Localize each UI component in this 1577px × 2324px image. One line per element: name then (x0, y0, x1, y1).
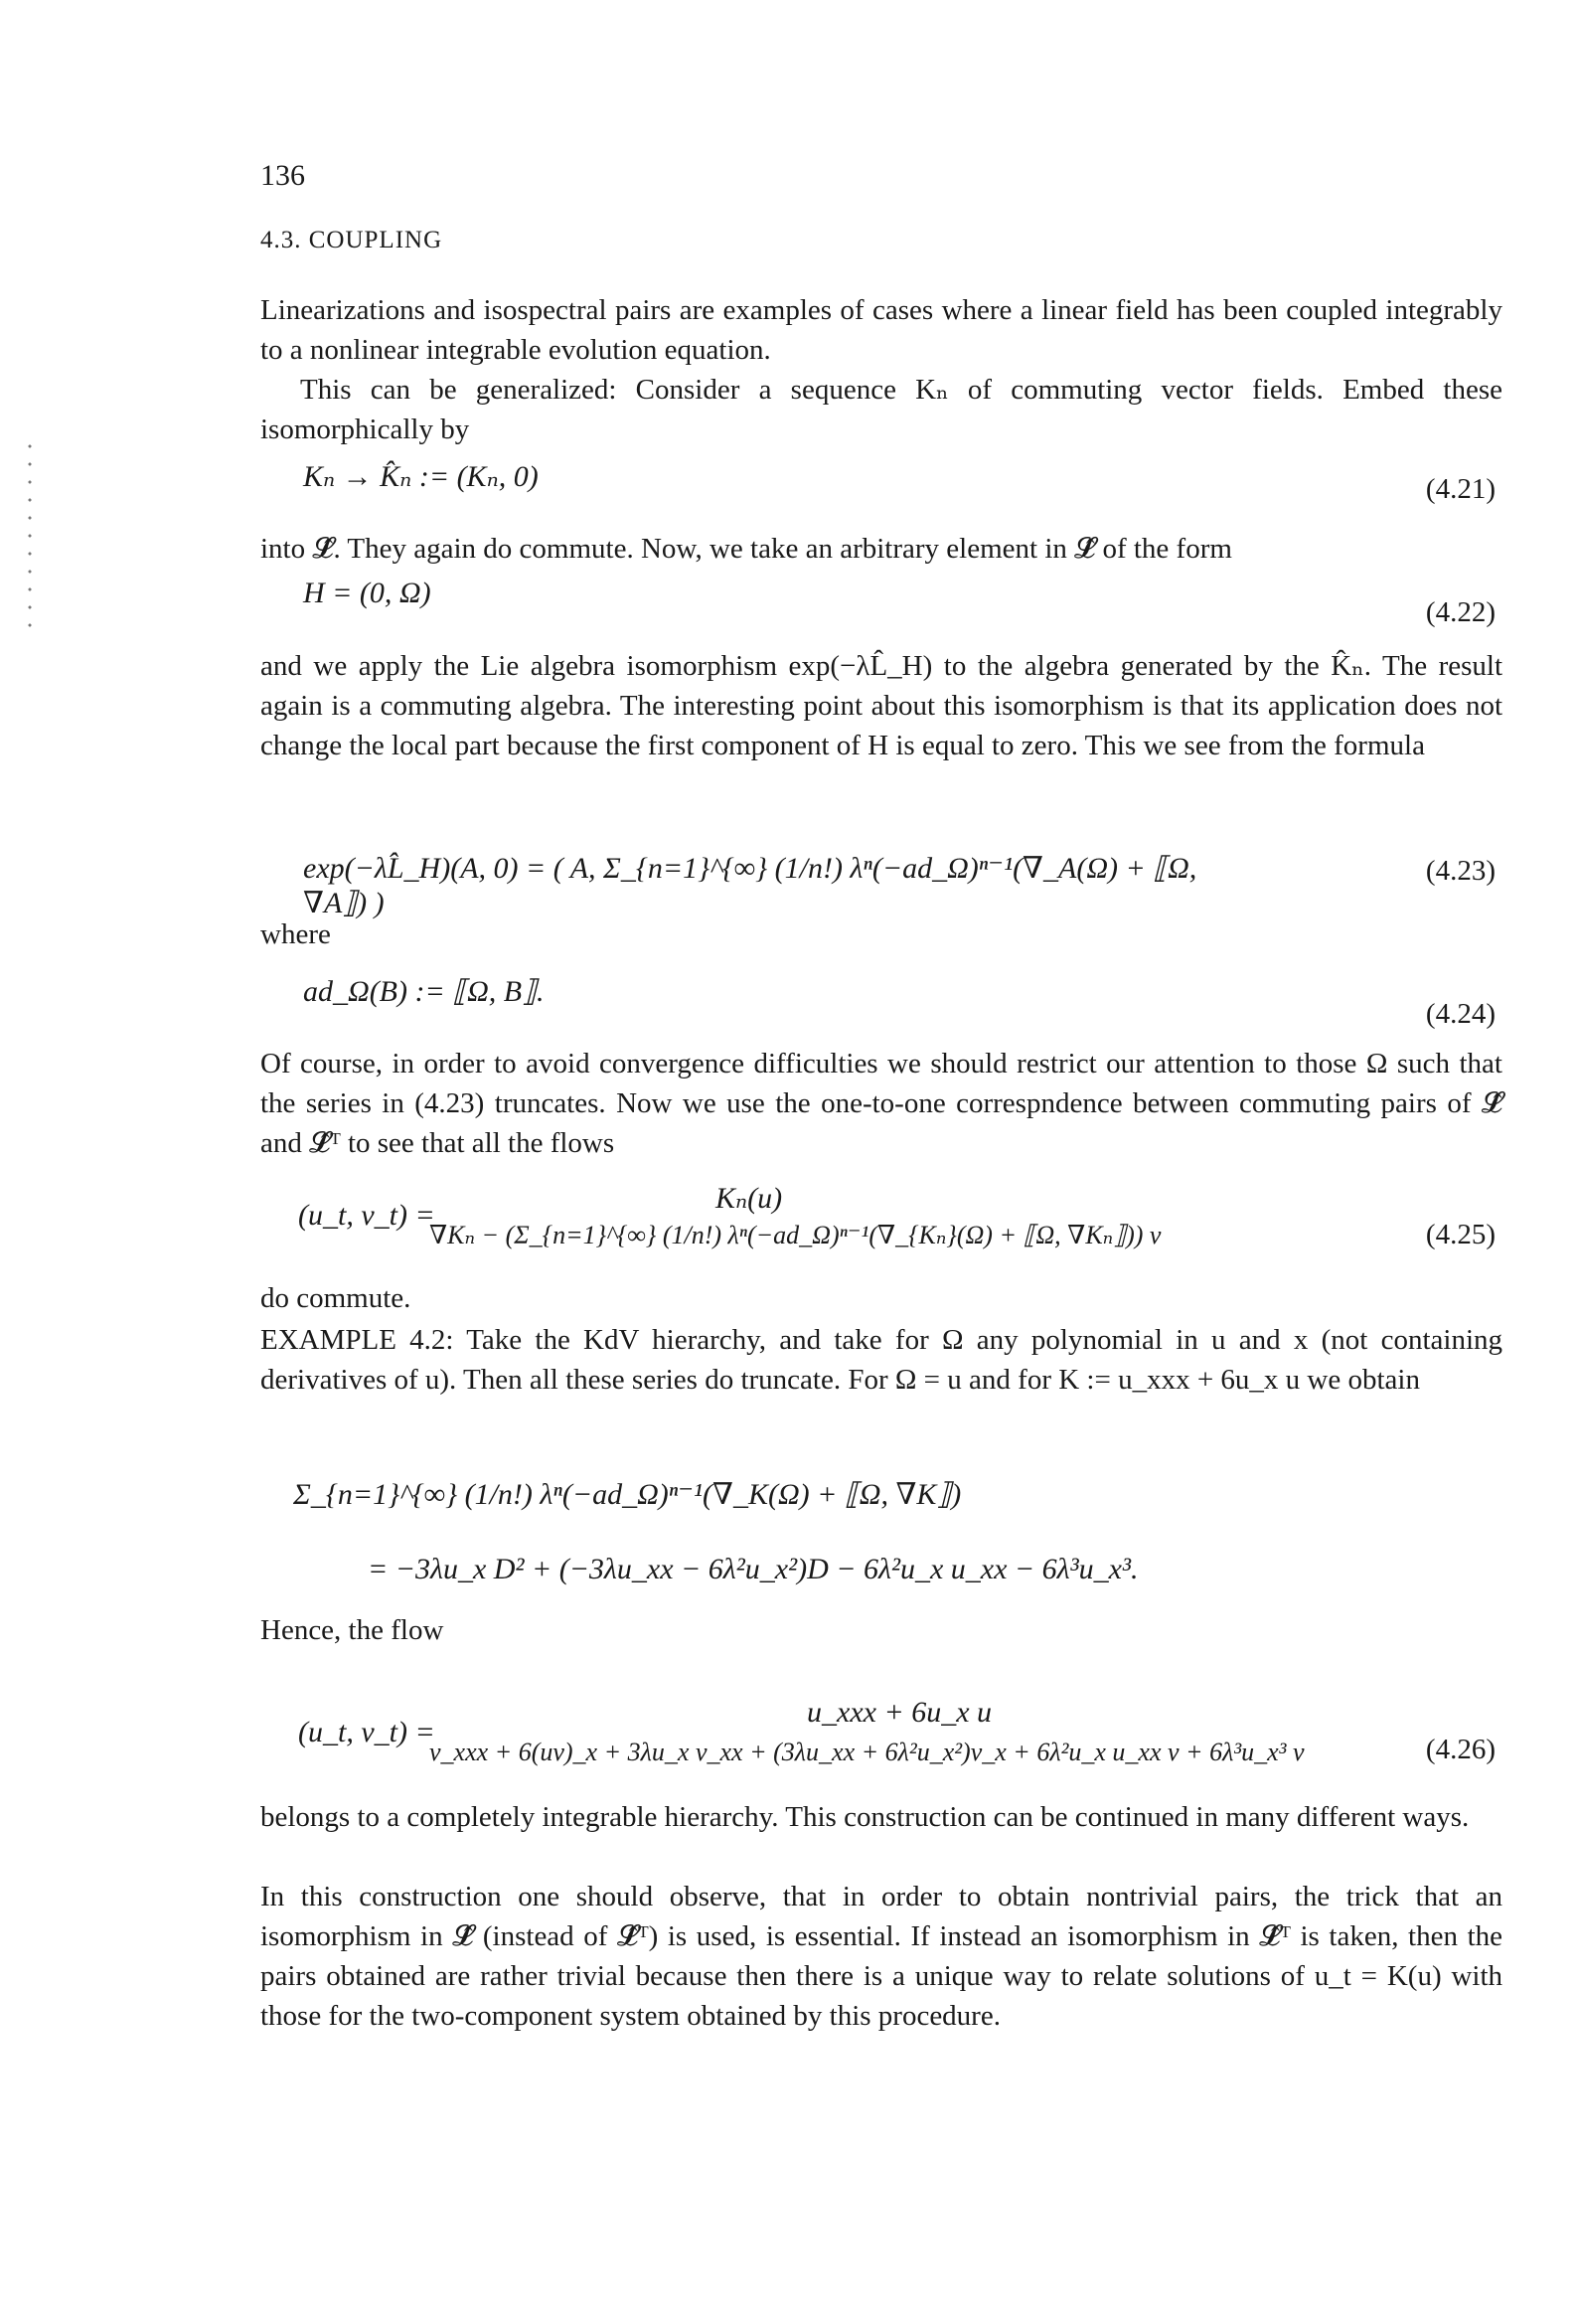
equation-number-4-25: (4.25) (1425, 1219, 1496, 1250)
equation-4-26-bottom: v_xxx + 6(uv)_x + 3λu_x v_xx + (3λu_xx + 6λ²u_x²)v_x + 6λ²u_x u_xx v + 6λ³u_x³ v (429, 1738, 1305, 1766)
equation-4-25-lhs: (u_t, v_t) = (298, 1199, 435, 1232)
equation-4-22: H = (0, Ω) (303, 577, 431, 609)
equation-number-4-26: (4.26) (1425, 1734, 1496, 1765)
equation-4-26-lhs: (u_t, v_t) = (298, 1716, 435, 1748)
equation-number-4-21: (4.21) (1425, 473, 1496, 505)
equation-4-24: ad_Ω(B) := ⟦Ω, B⟧. (303, 975, 545, 1008)
paragraph-6: do commute. (260, 1282, 411, 1314)
paragraph-4: and we apply the Lie algebra isomorphism exp(−λL̂_H) to the algebra generated by the K̂ₙ. The result again is a commuting algebra. The interesting point about this isomorphism is that its application does not change the local part because the first component of H is equal to zero. This we see from the formula (260, 650, 1502, 761)
equation-number-4-24: (4.24) (1425, 998, 1496, 1030)
where-label: where (260, 918, 331, 950)
paragraph-2: This can be generalized: Consider a sequence Kₙ of commuting vector fields. Embed these isomorphically by (260, 374, 1502, 445)
hence-label: Hence, the flow (260, 1614, 444, 1646)
equation-sum-result: = −3λu_x D² + (−3λu_xx − 6λ²u_x²)D − 6λ²u_x u_xx − 6λ³u_x³. (368, 1553, 1139, 1585)
paragraph-8: belongs to a completely integrable hierarchy. This construction can be continued in many different ways. (260, 1801, 1470, 1833)
page-number: 136 (260, 159, 305, 192)
margin-dots (28, 437, 32, 636)
paragraph-7: EXAMPLE 4.2: Take the KdV hierarchy, and take for Ω any polynomial in u and x (not containing derivatives of u). Then all these series do truncate. For Ω = u and for K := u_xxx + 6u_x u we obtain (260, 1324, 1502, 1396)
equation-number-4-23: (4.23) (1425, 855, 1496, 887)
paragraph-5: Of course, in order to avoid convergence difficulties we should restrict our attention to those Ω such that the series in (4.23) truncates. Now we use the one-to-one correspndence between commuting pairs of 𝓛̂ and 𝓛̂ᵀ to see that all the flows (260, 1048, 1502, 1159)
equation-4-26-top: u_xxx + 6u_x u (807, 1696, 993, 1729)
paragraph-9: In this construction one should observe, that in order to obtain nontrivial pairs, the trick that an isomorphism in 𝓛̂ (instead of 𝓛̂ᵀ) is used, is essential. If instead an isomorphism in 𝓛̂ᵀ is taken, then the pairs obtained are rather trivial because then there is a unique way to relate solutions of u_t = K(u) with those for the two-component system obtained by this procedure. (260, 1881, 1502, 2032)
equation-4-25-bottom: ∇Kₙ − (Σ_{n=1}^{∞} (1/n!) λⁿ(−ad_Ω)ⁿ⁻¹(∇_{Kₙ}(Ω) + ⟦Ω, ∇Kₙ⟧)) v (429, 1221, 1162, 1249)
paragraph-3: into 𝓛̂. They again do commute. Now, we take an arbitrary element in 𝓛̂ of the form (260, 533, 1232, 565)
equation-number-4-22: (4.22) (1425, 596, 1496, 628)
section-title: 4.3. COUPLING (260, 227, 443, 253)
equation-4-25-top: Kₙ(u) (715, 1182, 783, 1215)
equation-sum: Σ_{n=1}^{∞} (1/n!) λⁿ(−ad_Ω)ⁿ⁻¹(∇_K(Ω) + ⟦Ω, ∇K⟧) (293, 1478, 962, 1511)
paragraph-1: Linearizations and isospectral pairs are examples of cases where a linear field has been coupled integrably to a nonlinear integrable evolution equation. (260, 294, 1502, 366)
equation-4-23: exp(−λL̂_H)(A, 0) = ( A, Σ_{n=1}^{∞} (1/n!) λⁿ(−ad_Ω)ⁿ⁻¹(∇_A(Ω) + ⟦Ω, ∇A⟧) ) (303, 852, 1197, 919)
equation-4-21: Kₙ → K̂ₙ := (Kₙ, 0) (303, 460, 539, 493)
